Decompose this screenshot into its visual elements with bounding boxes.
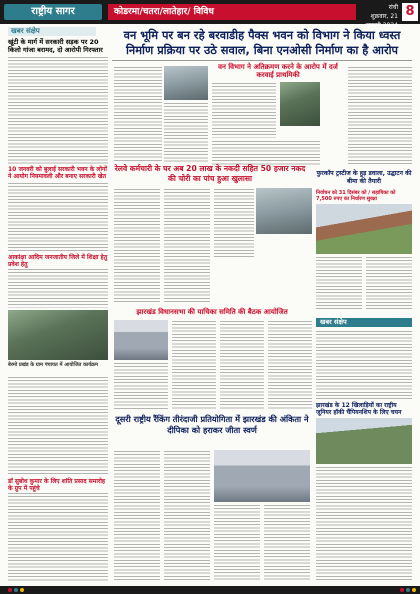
forest-box-photo bbox=[280, 82, 320, 126]
second-story-col-3 bbox=[214, 188, 254, 258]
left-subhead-1: 10 जनवरी को बुलाई सरकारी भवन के लोगों ने आयोग नियमावली और बनाए सरकारी खेत bbox=[8, 166, 107, 180]
left-lead-title: खूंटी के मार्ग में सरकारी सड़क पर 20 किलो गांजा बरामद, दो आरोपी गिरफ्तार bbox=[8, 38, 103, 54]
forest-box-text bbox=[212, 82, 276, 138]
main-story-col-1 bbox=[114, 66, 162, 162]
committee-text-3 bbox=[220, 320, 264, 410]
archery-headline: दूसरी राष्ट्रीय रैंकिंग तीरंदाजी प्रतियोगिता में झारखंड की अंकिता ने दीपिका को हराकर जीता स्वर्ण bbox=[115, 414, 309, 435]
right-top-photo bbox=[316, 204, 412, 254]
footer-dot bbox=[14, 588, 18, 592]
second-story-photo bbox=[256, 188, 312, 234]
footer-dot bbox=[406, 588, 410, 592]
committee-text-4 bbox=[268, 320, 312, 410]
archery-col-3 bbox=[214, 504, 260, 582]
second-story-col-2 bbox=[164, 188, 210, 302]
archery-col-2 bbox=[164, 450, 210, 582]
archery-photo bbox=[214, 450, 310, 502]
archery-col-4 bbox=[264, 504, 310, 582]
date: शुक्रवार, 21 जनवरी 2024 bbox=[365, 13, 398, 29]
right-tab: खबर संक्षेप bbox=[316, 318, 412, 327]
right-lower-photo bbox=[316, 418, 412, 464]
left-body-text-4 bbox=[8, 376, 108, 476]
committee-text-1 bbox=[114, 362, 168, 410]
left-body-text-2 bbox=[8, 182, 108, 252]
committee-headline: झारखंड विधानसभा की याचिका समिति की बैठक आयोजित bbox=[136, 308, 288, 316]
main-story-col-2 bbox=[164, 102, 208, 162]
left-photo bbox=[8, 310, 108, 360]
second-story-col-1 bbox=[114, 188, 160, 302]
city: रांची bbox=[388, 4, 398, 11]
second-headline: रेलवे कर्मचारी के घर अब 20 लाख के नकदी सहित 50 हजार नकद की चोरी का पांच हुआ खुलासा bbox=[114, 164, 306, 183]
section-title: राष्ट्रीय सागर bbox=[4, 4, 102, 20]
left-photo-caption: बेरमो प्रखंड के ग्राम पंचायत में आयोजित कार्यक्रम bbox=[8, 362, 99, 368]
right-top-subhead: निर्वाचन को 31 दिसंबर को / सहायिका को 7,500 रुपए का निर्धारण सुरक्षा bbox=[316, 190, 396, 202]
footer-dot bbox=[412, 588, 416, 592]
left-subhead-2: आकांक्षा आदिम जनजातीय जिले में शिक्षा हेतु प्रवेश हेतु bbox=[8, 254, 108, 268]
headline-rule bbox=[112, 60, 412, 61]
footer-bar bbox=[0, 586, 420, 594]
left-body-text-5 bbox=[8, 492, 108, 582]
left-tab: खबर संक्षेप bbox=[8, 27, 96, 36]
footer-dot bbox=[400, 588, 404, 592]
masthead bbox=[0, 0, 420, 29]
right-top-text bbox=[348, 66, 412, 166]
right-top-body-2 bbox=[366, 256, 412, 310]
committee-photo bbox=[114, 320, 168, 360]
right-top-headline: फुरकॉप ट्रस्टीज के हुड़ डवाला, उद्घाटन की बीमा की तैयारी bbox=[316, 170, 412, 185]
forest-box-title: वन विभाग ने अतिक्रमण करने के आरोप में दर्ज करवाई प्राथमिकी bbox=[218, 63, 338, 79]
right-lower-text bbox=[316, 330, 412, 400]
committee-text-2 bbox=[172, 320, 216, 410]
archery-col-1 bbox=[114, 450, 160, 582]
forest-box-text-2 bbox=[212, 140, 320, 166]
right-lower-body bbox=[316, 466, 412, 582]
left-body-text-3 bbox=[8, 268, 108, 308]
right-top-body-1 bbox=[316, 256, 362, 310]
page-number: 8 bbox=[402, 3, 418, 21]
main-headline: वन भूमि पर बन रहे बरवाडीह पैक्स भवन को विभाग ने किया ध्वस्त निर्माण प्रक्रिया पर उठे सवाल, बिना एनओसी निर्माण का है आरोप bbox=[123, 28, 401, 57]
left-subhead-3: डॉ सुबोध कुमार के लिए शांति प्रसाद समारोह के ग्रुप में पहुंचे bbox=[8, 478, 106, 492]
main-story-photo bbox=[164, 66, 208, 100]
dateline bbox=[358, 3, 398, 30]
footer-dot bbox=[8, 588, 12, 592]
footer-dot bbox=[20, 588, 24, 592]
region-strip: कोडरमा/चतरा/लातेहार/ विविध bbox=[108, 4, 356, 20]
left-body-text bbox=[8, 56, 108, 164]
right-lower-title: झारखंड के 12 खिलाड़ियों का राष्ट्रीय जूनियर हॉकी चैंपियनशिप के लिए चयन bbox=[316, 402, 402, 416]
